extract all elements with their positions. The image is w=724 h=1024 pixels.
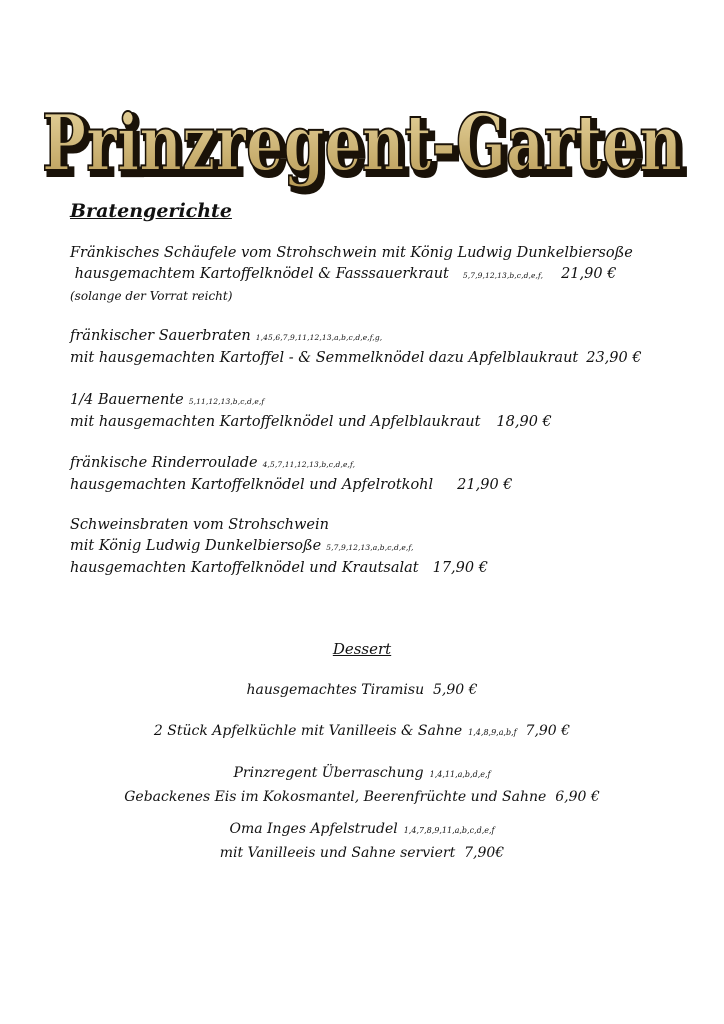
dessert-desc: Gebackenes Eis im Kokosmantel, Beerenfrüchte und Sahne (124, 789, 547, 805)
price: 5,90 € (433, 682, 478, 698)
allergens: 4,5,7,11,12,13,b,c,d,e,f, (262, 460, 356, 469)
dish-line (70, 412, 552, 433)
dessert-name: Prinzregent Überraschung (233, 765, 424, 781)
dessert-line (0, 720, 724, 744)
dish-title: Schweinsbraten vom Strohschwein (70, 517, 329, 533)
logo-wordmark (38, 92, 698, 202)
price: 18,90 € (496, 414, 552, 430)
dish-desc: hausgemachten Kartoffelknödel und Apfelrotkohl (70, 477, 434, 493)
allergens: 5,7,9,12,13,b,c,d,e,f, (462, 271, 544, 280)
allergens: 5,11,12,13,b,c,d,e,f (188, 397, 265, 406)
price: 7,90 € (525, 723, 571, 739)
dessert-tiramisu (0, 679, 724, 701)
allergens: 1,4,7,8,9,11,a,b,c,d,e,f (403, 826, 495, 835)
section-title: Bratengerichte (70, 200, 232, 222)
allergens: 1,4,8,9,a,b,f (468, 728, 517, 737)
dish-rinderroulade (70, 453, 513, 496)
dish-line (70, 453, 513, 475)
price: 6,90 € (555, 789, 600, 805)
dish-line (70, 348, 642, 369)
dish-desc: mit König Ludwig Dunkelbiersoße (70, 538, 322, 554)
dish-line (70, 390, 552, 412)
dish-line (70, 264, 633, 286)
dish-sauerbraten (70, 326, 642, 369)
allergens: 1,4,11,a,b,d,e,f (429, 770, 491, 779)
dish-title: 1/4 Bauernente (70, 392, 184, 408)
dish-desc: hausgemachten Kartoffelknödel und Krautsalat (70, 560, 419, 576)
dish-desc: mit hausgemachten Kartoffelknödel und Apfelblaukraut (70, 414, 481, 430)
dessert-line (0, 842, 724, 864)
dish-line (70, 326, 642, 348)
allergens: 1,45,6,7,9,11,12,13,a,b,c,d,e,f,g, (255, 333, 383, 342)
dessert-apfelkuechle (0, 720, 724, 744)
dessert-name: hausgemachtes Tiramisu (246, 682, 425, 698)
dish-bauernente (70, 390, 552, 433)
dessert-ueberraschung (0, 762, 724, 808)
dish-line: Fränkisches Schäufele vom Strohschwein mit König Ludwig Dunkelbiersoße (70, 245, 633, 261)
dessert-line (0, 818, 724, 842)
price: 21,90 € (457, 477, 513, 493)
allergens: 5,7,9,12,13,a,b,c,d,e,f, (326, 543, 414, 552)
logo-shadow: Prinzregent-Garten (46, 102, 686, 193)
dish-title: fränkische Rinderroulade (70, 455, 258, 471)
price: 7,90€ (464, 845, 505, 861)
dessert-desc: mit Vanilleeis und Sahne serviert (219, 845, 456, 861)
price: 17,90 € (432, 560, 488, 576)
dish-title: fränkischer Sauerbraten (70, 328, 251, 344)
restaurant-logo (38, 92, 698, 202)
dish-desc: mit hausgemachten Kartoffel - & Semmelknödel dazu Apfelblaukraut (70, 350, 579, 366)
dessert-line (0, 762, 724, 786)
dessert-name: Oma Inges Apfelstrudel (229, 821, 398, 837)
dish-schaeufele (70, 243, 633, 307)
dish-desc: hausgemachtem Kartoffelknödel & Fasssauerkraut (74, 266, 449, 282)
dish-schweinsbraten (70, 515, 488, 579)
price: 21,90 € (561, 266, 617, 282)
dish-note: (solange der Vorrat reicht) (70, 289, 233, 303)
dessert-title: Dessert (332, 640, 392, 658)
dessert-apfelstrudel (0, 818, 724, 864)
price: 23,90 € (586, 350, 642, 366)
dessert-name: 2 Stück Apfelküchle mit Vanilleeis & Sahne (153, 723, 463, 739)
dessert-line (0, 786, 724, 808)
dessert-line (0, 679, 724, 701)
logo-text: Prinzregent-Garten (42, 98, 682, 189)
dish-line (70, 536, 488, 558)
dish-line (70, 558, 488, 579)
dish-line (70, 475, 513, 496)
